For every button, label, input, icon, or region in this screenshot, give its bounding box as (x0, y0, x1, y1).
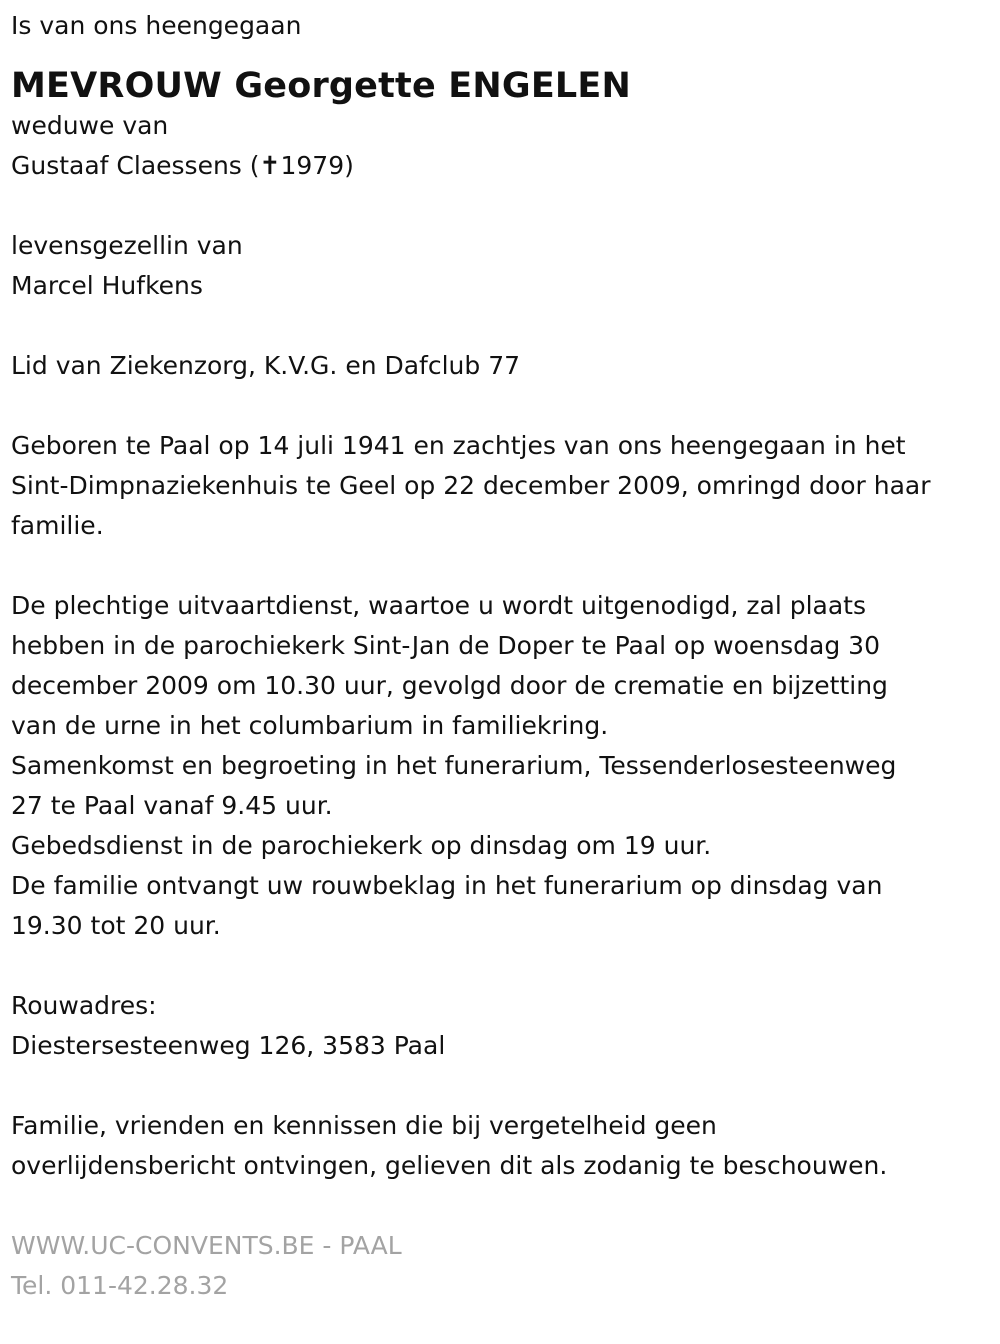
deceased-name: MEVROUW Georgette ENGELEN (11, 66, 632, 106)
birth-death-line: familie. (11, 511, 104, 540)
partner-name: Marcel Hufkens (11, 271, 203, 300)
birth-death-line: Sint-Dimpnaziekenhuis te Geel op 22 december 2009, omringd door haar (11, 471, 931, 500)
widow-label: weduwe van (11, 111, 169, 140)
service-paragraph (11, 586, 991, 946)
footer-phone: Tel. 011-42.28.32 (11, 1271, 229, 1300)
spouse-death: (✝1979) (249, 151, 354, 180)
memberships: Lid van Ziekenzorg, K.V.G. en Dafclub 77 (11, 351, 521, 380)
service-line: hebben in de parochiekerk Sint-Jan de Doper te Paal op woensdag 30 (11, 631, 880, 660)
spouse-name: Gustaaf Claessens (11, 151, 242, 180)
birth-death-line: Geboren te Paal op 14 juli 1941 en zachtjes van ons heengegaan in het (11, 431, 906, 460)
service-line: De familie ontvangt uw rouwbeklag in het funerarium op dinsdag van (11, 871, 883, 900)
address-label: Rouwadres: (11, 991, 157, 1020)
service-line: 27 te Paal vanaf 9.45 uur. (11, 791, 333, 820)
partner-label: levensgezellin van (11, 231, 243, 260)
closing-paragraph (11, 1106, 991, 1186)
footer-website: WWW.UC-CONVENTS.BE - PAAL (11, 1231, 402, 1260)
closing-line: overlijdensbericht ontvingen, gelieven dit als zodanig te beschouwen. (11, 1151, 888, 1180)
service-line: Samenkomst en begroeting in het funerarium, Tessenderlosesteenweg (11, 751, 897, 780)
service-line: De plechtige uitvaartdienst, waartoe u wordt uitgenodigd, zal plaats (11, 591, 867, 620)
service-line: Gebedsdienst in de parochiekerk op dinsdag om 19 uur. (11, 831, 712, 860)
birth-death-paragraph (11, 426, 991, 546)
address: Diestersesteenweg 126, 3583 Paal (11, 1031, 446, 1060)
service-line: december 2009 om 10.30 uur, gevolgd door de crematie en bijzetting (11, 671, 888, 700)
service-line: van de urne in het columbarium in familiekring. (11, 711, 609, 740)
closing-line: Familie, vrienden en kennissen die bij vergetelheid geen (11, 1111, 717, 1140)
obituary-notice (11, 6, 991, 1306)
intro-text: Is van ons heengegaan (11, 11, 302, 40)
spouse-line (11, 146, 991, 186)
service-line: 19.30 tot 20 uur. (11, 911, 221, 940)
